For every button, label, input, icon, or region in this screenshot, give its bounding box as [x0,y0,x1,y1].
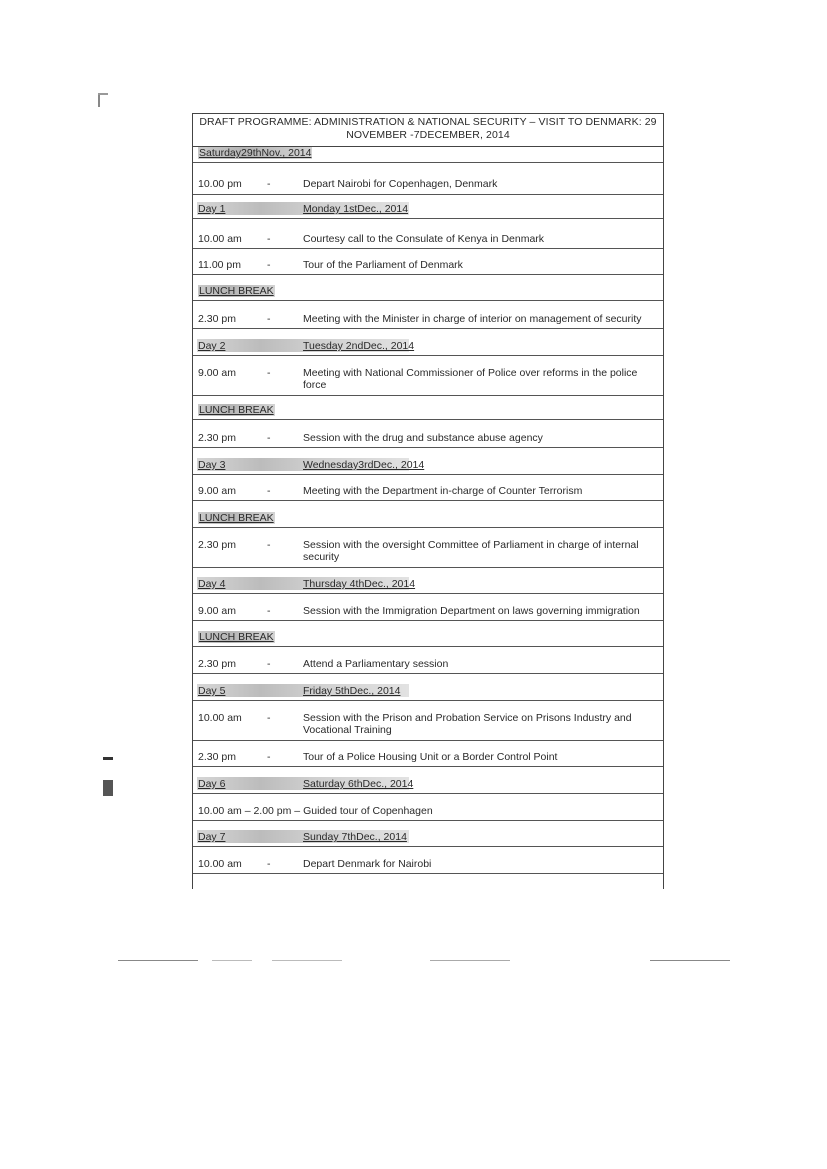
activity: Tour of a Police Housing Unit or a Border Control Point [303,751,558,763]
scan-mark-top-left [98,93,100,107]
scan-mark-left-block [103,780,113,796]
row-day5-header [193,683,663,701]
row-day4-1 [193,603,663,621]
day-header-label: Saturday29thNov., 2014 [199,147,312,159]
day-label: Day 7 [198,831,226,843]
time: 9.00 am [198,367,236,379]
row-day3-lunch [193,510,663,528]
row-day1-2 [193,257,663,275]
dash: - [267,858,271,870]
row-sat-1 [193,176,663,195]
activity: Session with the oversight Committee of Parliament in charge of internal security [303,539,639,563]
dash: - [267,658,271,670]
activity: Courtesy call to the Consulate of Kenya in Denmark [303,233,545,245]
lunch-break: LUNCH BREAK [199,631,274,643]
day-label: Day 1 [198,203,226,215]
activity: Meeting with National Commissioner of Police over reforms in the police force [303,367,638,391]
dash: - [267,313,271,325]
dash: - [267,751,271,763]
time: 2.30 pm [198,658,236,670]
scan-line [118,960,198,961]
activity: Depart Denmark for Nairobi [303,858,432,870]
row-saturday-header [193,145,663,163]
row-day7-header [193,829,663,847]
day-date: Friday 5thDec., 2014 [303,685,401,697]
time: 2.30 pm [198,751,236,763]
row-day1-1 [193,231,663,249]
time: 2.30 pm [198,539,236,551]
lunch-break: LUNCH BREAK [199,285,274,297]
day-date: Saturday 6thDec., 2014 [303,778,414,790]
lunch-break: LUNCH BREAK [199,404,274,416]
time: 10.00 am [198,858,242,870]
day-label: Day 3 [198,459,226,471]
dash: - [267,178,271,190]
row-day3-2 [193,537,663,568]
scan-line [430,960,510,961]
row-day1-3 [193,311,663,329]
day-date: Monday 1stDec., 2014 [303,203,409,215]
day-label: Day 2 [198,340,226,352]
dash: - [267,712,271,724]
activity: Meeting with the Minister in charge of interior on management of security [303,313,642,325]
day-label: Day 5 [198,685,226,697]
row-day4-2 [193,656,663,674]
row-day4-header [193,576,663,594]
row-day5-2 [193,749,663,767]
dash: - [267,233,271,245]
row-day7-1 [193,856,663,874]
row-day2-1 [193,365,663,396]
programme-title [193,113,663,147]
scan-line [212,960,252,961]
row-day3-1 [193,483,663,501]
activity: Meeting with the Department in-charge of Counter Terrorism [303,485,583,497]
activity: 10.00 am – 2.00 pm – Guided tour of Copenhagen [198,805,433,817]
dash: - [267,539,271,551]
title-line-2: NOVEMBER -7DECEMBER, 2014 [346,129,510,141]
row-day2-lunch [193,402,663,420]
day-label: Day 6 [198,778,226,790]
activity: Session with the Prison and Probation Service on Prisons Industry and Vocational Training [303,712,632,736]
time: 10.00 am [198,233,242,245]
activity: Tour of the Parliament of Denmark [303,259,463,271]
dash: - [267,432,271,444]
time: 2.30 pm [198,313,236,325]
row-day1-header [193,201,663,219]
title-line-1: DRAFT PROGRAMME: ADMINISTRATION & NATIONAL SECURITY – VISIT TO DENMARK: 29 [199,116,657,128]
row-day6-1 [193,803,663,821]
time: 2.30 pm [198,432,236,444]
activity: Session with the Immigration Department on laws governing immigration [303,605,640,617]
day-date: Sunday 7thDec., 2014 [303,831,407,843]
row-day6-header [193,776,663,794]
day-date: Thursday 4thDec., 2014 [303,578,416,590]
row-day5-1 [193,710,663,741]
programme-table [192,113,664,889]
dash: - [267,367,271,379]
dash: - [267,605,271,617]
activity: Session with the drug and substance abuse agency [303,432,543,444]
day-date: Wednesday3rdDec., 2014 [303,459,425,471]
scan-mark-left-bar [103,757,113,760]
time: 9.00 am [198,485,236,497]
time: 10.00 pm [198,178,242,190]
row-day2-header [193,338,663,356]
dash: - [267,259,271,271]
row-day2-2 [193,430,663,448]
day-date: Tuesday 2ndDec., 2014 [303,340,415,352]
time: 9.00 am [198,605,236,617]
time: 11.00 pm [198,259,241,271]
lunch-break: LUNCH BREAK [199,512,274,524]
day-label: Day 4 [198,578,226,590]
row-day1-lunch [193,283,663,301]
dash: - [267,485,271,497]
activity: Depart Nairobi for Copenhagen, Denmark [303,178,498,190]
row-day3-header [193,457,663,475]
scan-mark-top-left-2 [98,93,108,95]
scan-line [650,960,730,961]
row-day4-lunch [193,629,663,647]
activity: Attend a Parliamentary session [303,658,449,670]
scan-line [272,960,342,961]
time: 10.00 am [198,712,242,724]
